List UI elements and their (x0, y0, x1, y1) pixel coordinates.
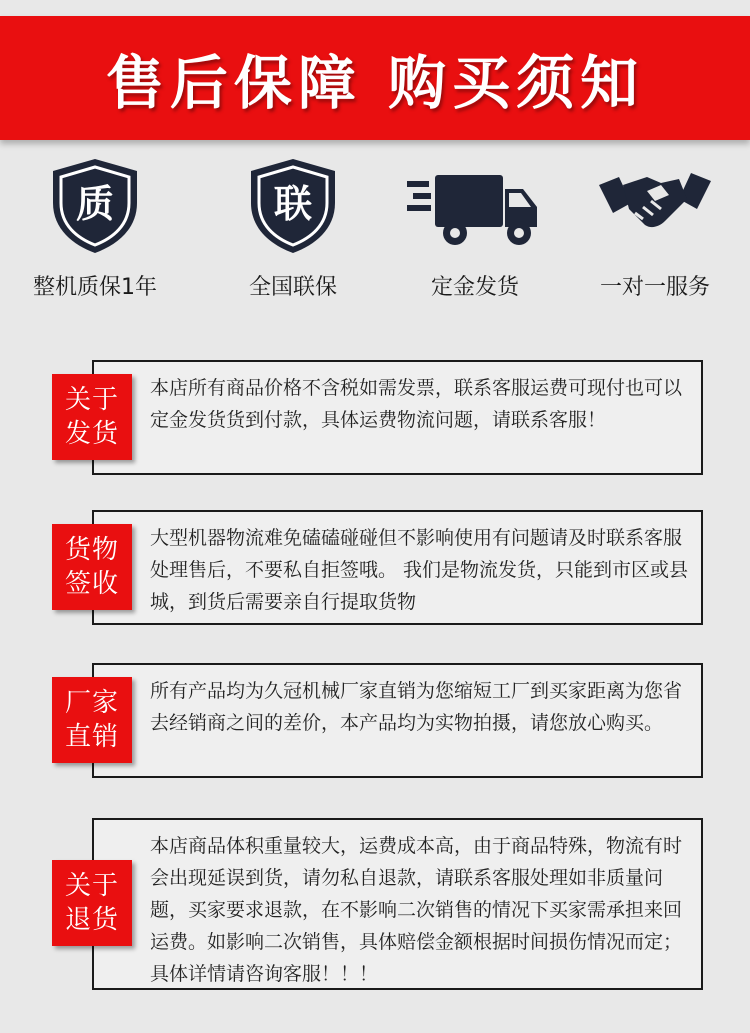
shield-warranty-icon (198, 155, 388, 255)
notice-returns (92, 818, 703, 990)
notice-text: 本店商品体积重量较大，运费成本高，由于商品特殊，物流有时会出现延误到货，请勿私自退款，请联系客服处理如非质量问题，买家要求退款，在不影响二次销售的情况下买家需承担来回运费。如影响二次销售，具体赔偿金额根据时间损伤情况而定；具体详情请咨询客服！！！ (150, 835, 683, 985)
notice-text: 所有产品均为久冠机械厂家直销为您缩短工厂到买家距离为您省去经销商之间的差价，本产品均为实物拍摄，请您放心购买。 (150, 680, 683, 734)
tag-line: 签收 (64, 569, 119, 599)
notice-shipping (92, 360, 703, 475)
tag-line: 货物 (64, 535, 119, 565)
feature-warranty (198, 150, 388, 310)
notice-direct-sale (92, 663, 703, 778)
feature-service (560, 150, 750, 310)
tag-line: 厂家 (64, 688, 119, 718)
tag-line: 退货 (64, 905, 119, 935)
page-title: 售后保障 购买须知 (105, 49, 645, 117)
tag-line: 发货 (64, 419, 119, 449)
feature-label: 全国联保 (248, 275, 337, 300)
notice-text: 大型机器物流难免磕磕碰碰但不影响使用有问题请及时联系客服处理售后，不要私自拒签哦。 我们是物流发货，只能到市区或县城，到货后需要亲自行提取货物 (150, 527, 689, 613)
feature-label: 一对一服务 (599, 275, 710, 300)
feature-quality (0, 150, 190, 310)
shield-quality-icon (0, 155, 190, 255)
tag-line: 直销 (64, 722, 119, 752)
tag-line: 关于 (64, 871, 119, 901)
feature-delivery (380, 150, 570, 310)
feature-label: 定金发货 (430, 275, 519, 300)
notice-text: 本店所有商品价格不含税如需发票，联系客服运费可现付也可以定金发货货到付款，具体运费物流问题，请联系客服！ (150, 377, 683, 431)
tag-receipt (52, 524, 132, 610)
tag-shipping (52, 374, 132, 460)
shield-quality-glyph: 质 (75, 182, 115, 226)
delivery-truck-icon (380, 155, 570, 255)
feature-row (0, 150, 750, 310)
feature-label: 整机质保1年 (33, 275, 157, 300)
tag-direct-sale (52, 677, 132, 763)
header-banner (0, 16, 750, 140)
notice-receipt (92, 510, 703, 625)
tag-returns (52, 860, 132, 946)
handshake-icon (560, 155, 750, 255)
shield-warranty-glyph: 联 (273, 182, 313, 226)
tag-line: 关于 (64, 385, 119, 415)
